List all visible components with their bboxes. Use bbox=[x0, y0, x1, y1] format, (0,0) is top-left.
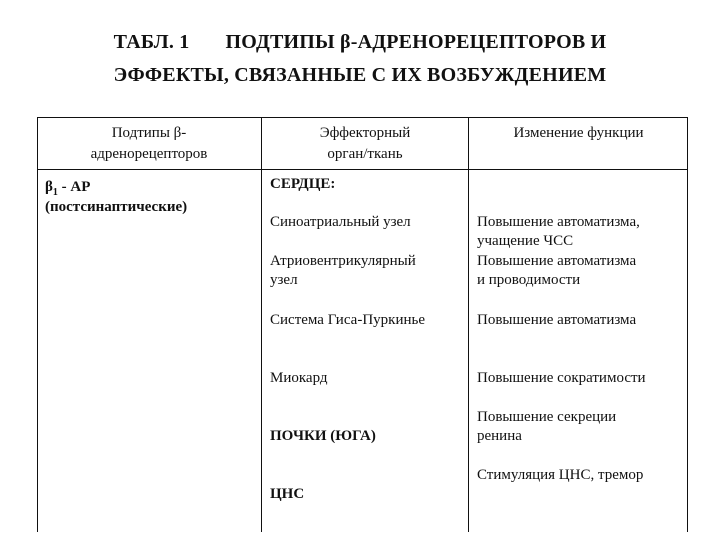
title-line-2: ЭФФЕКТЫ, СВЯЗАННЫЕ С ИХ ВОЗБУЖДЕНИЕМ bbox=[113, 64, 607, 86]
organ-his-purkinje: Система Гиса-Пуркинье bbox=[270, 312, 425, 328]
header-col-effect-label: Изменение функции bbox=[513, 125, 644, 141]
header-col-subtypes bbox=[37, 123, 261, 165]
table-title bbox=[0, 26, 720, 92]
effect-cns: Стимуляция ЦНС, тремор bbox=[477, 467, 644, 483]
effect-kidney-line-1: Повышение секреции bbox=[477, 409, 617, 425]
title-line-1 bbox=[0, 26, 720, 59]
header-col-organ-line-1: Эффекторный bbox=[319, 125, 411, 141]
header-col-organ bbox=[262, 123, 468, 165]
organ-av-node-line-2: узел bbox=[270, 272, 298, 288]
effect-myocardium: Повышение сократимости bbox=[477, 370, 646, 386]
title-text-1: ПОДТИПЫ β-АДРЕНОРЕЦЕПТОРОВ И bbox=[225, 31, 607, 53]
organ-av-node-line-1: Атриовентрикулярный bbox=[270, 253, 416, 269]
effect-sa-node-line-2: учащение ЧСС bbox=[477, 233, 574, 249]
effect-his-purkinje: Повышение автоматизма bbox=[477, 312, 637, 328]
effect-kidney-line-2: ренина bbox=[477, 428, 522, 444]
header-divider bbox=[37, 169, 688, 170]
column-divider-2 bbox=[468, 117, 469, 532]
organ-kidney: ПОЧКИ (ЮГА) bbox=[270, 428, 376, 444]
organ-myocardium: Миокард bbox=[270, 370, 328, 386]
receptor-subscript: 1 bbox=[52, 187, 58, 198]
header-col-effect bbox=[469, 123, 688, 144]
receptor-suffix: - АР bbox=[57, 179, 91, 195]
effect-av-node-line-2: и проводимости bbox=[477, 272, 581, 288]
receptor-symbol: β bbox=[45, 179, 53, 195]
header-col-subtypes-line-2: адренорецепторов bbox=[90, 146, 208, 162]
title-number: ТАБЛ. 1 bbox=[113, 31, 190, 53]
header-col-organ-line-2: орган/ткань bbox=[327, 146, 403, 162]
organ-cns: ЦНС bbox=[270, 486, 305, 502]
effect-av-node-line-1: Повышение автоматизма bbox=[477, 253, 637, 269]
header-col-subtypes-line-1: Подтипы β- bbox=[111, 125, 187, 141]
column-divider-1 bbox=[261, 117, 262, 532]
effect-sa-node-line-1: Повышение автоматизма, bbox=[477, 214, 640, 230]
receptor-note: (постсинаптические) bbox=[45, 199, 188, 215]
group-heart-label: СЕРДЦЕ: bbox=[270, 176, 336, 192]
organ-sa-node: Синоатриальный узел bbox=[270, 214, 411, 230]
